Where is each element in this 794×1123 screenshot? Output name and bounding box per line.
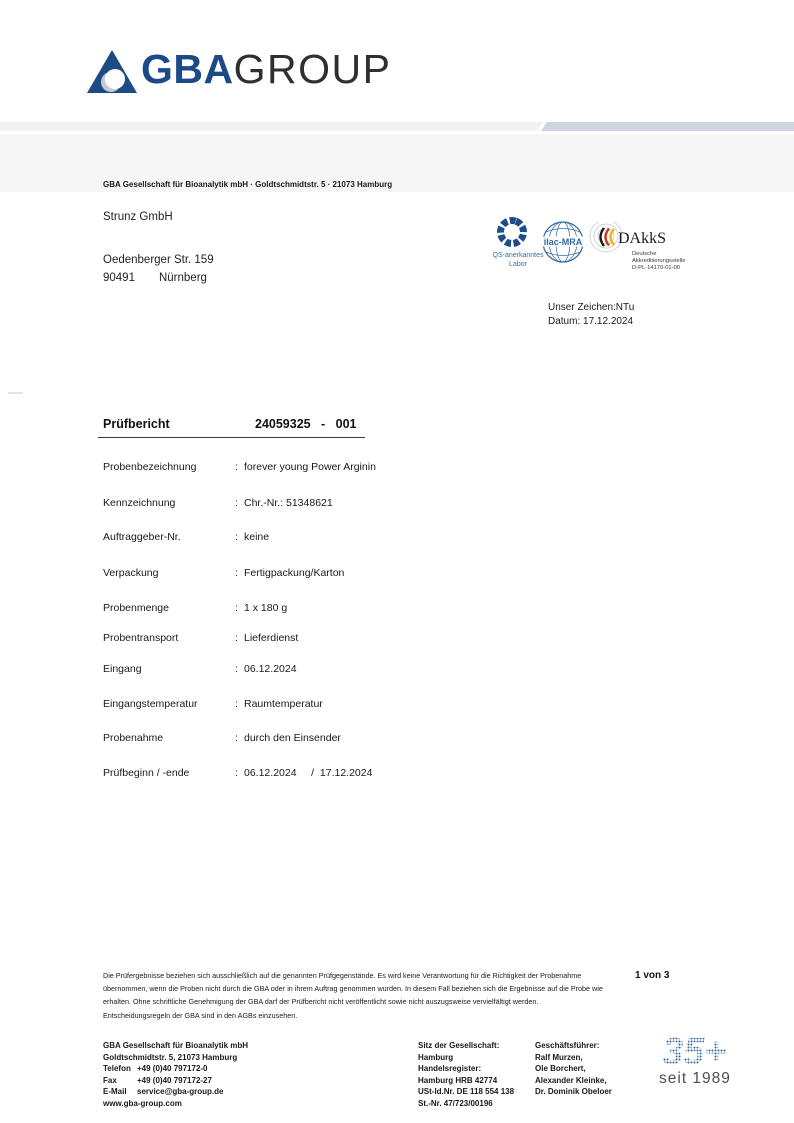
field-label: Auftraggeber-Nr. (103, 531, 181, 543)
contact-label: Telefon (103, 1064, 131, 1074)
field-label: Probentransport (103, 632, 179, 644)
qs-label-line1: QS-anerkanntes (492, 252, 544, 259)
field-value: 1 x 180 g (244, 602, 288, 614)
logo-group-text: GROUP (233, 46, 392, 92)
table-row (103, 497, 623, 511)
field-value: 06.12.2024 / 17.12.2024 (244, 767, 373, 779)
field-value: Chr.-Nr.: 51348621 (244, 497, 333, 509)
footer-legal-line: St.-Nr. 47/723/00196 (418, 1098, 493, 1108)
field-colon: : (235, 531, 238, 543)
contact-value: +49 (0)40 797172-0 (137, 1064, 208, 1074)
footer-contact-row (103, 1063, 313, 1075)
footer-management-line: Geschäftsführer: (535, 1041, 600, 1050)
recipient-zip-city (103, 272, 207, 284)
field-colon: : (235, 663, 238, 675)
table-row (103, 531, 623, 545)
table-row (103, 767, 623, 781)
footer-management-column (535, 1040, 655, 1098)
field-colon: : (235, 497, 238, 509)
field-label: Probenmenge (103, 602, 169, 614)
dakks-sub-line3: D-PL-14170-01-00 (632, 265, 681, 271)
footer-management-line: Ralf Murzen, (535, 1052, 583, 1062)
table-row (103, 698, 623, 712)
dakks-sub-line2: Akkreditierungsstelle (632, 258, 686, 264)
logo-wordmark (141, 46, 391, 92)
field-label: Probenahme (103, 732, 164, 744)
page-indicator: 1 von 3 (635, 970, 670, 981)
anniversary-35plus-icon (660, 1028, 740, 1072)
field-value: Fertigpackung/Karton (244, 567, 345, 579)
footer-contact-row (103, 1086, 313, 1098)
field-value: Lieferdienst (244, 632, 299, 644)
field-value: durch den Einsender (244, 732, 341, 744)
recipient-street: Oedenberger Str. 159 (103, 254, 214, 266)
field-colon: : (235, 632, 238, 644)
table-row (103, 663, 623, 677)
date-line: Datum: 17.12.2024 (548, 316, 634, 327)
footer-legal-line: Hamburg (418, 1052, 454, 1062)
field-value: Raumtemperatur (244, 698, 323, 710)
footer-legal-line: USt-Id.Nr. DE 118 554 138 (418, 1087, 515, 1097)
recipient-zip: 90491 (103, 272, 135, 284)
footer-company-column (103, 1040, 313, 1110)
footer-management-line: Dr. Dominik Obeloer (535, 1087, 612, 1097)
qs-label-line2: Labor (509, 261, 527, 268)
logo-gba-text: GBA (141, 46, 234, 92)
report-title: Prüfbericht (103, 417, 170, 431)
contact-label: E-Mail (103, 1087, 127, 1097)
footer-management-line: Ole Borchert, (535, 1064, 586, 1074)
table-row (103, 461, 623, 475)
disclaimer-line: Entscheidungsregeln der GBA sind in den AGBs einzusehen. (103, 1010, 298, 1020)
field-value: keine (244, 531, 270, 543)
footer-website: www.gba-group.com (103, 1098, 182, 1108)
field-label: Prüfbeginn / -ende (103, 767, 190, 779)
footer-company-address: Goldtschmidtstr. 5, 21073 Hamburg (103, 1052, 238, 1062)
disclaimer-line: übernommen, wenn die Proben nicht durch die GBA oder in ihrem Auftrag genommen wurden. In diesem Fall beziehen sich die Ergebnisse auf die Probe wie (103, 984, 603, 994)
table-row (103, 632, 623, 646)
disclaimer-line: erhalten. Ohne schriftliche Genehmigung der GBA darf der Prüfbericht nicht veröffentlicht sowie nicht auszugsweise vervielfältigt werden. (103, 997, 539, 1007)
field-label: Probenbezeichnung (103, 461, 197, 473)
recipient-city: Nürnberg (158, 272, 207, 284)
fold-mark (8, 392, 23, 394)
footer-contact-row (103, 1075, 313, 1087)
ilac-mra-logo (541, 219, 585, 269)
field-label: Kennzeichnung (103, 497, 176, 509)
table-row (103, 732, 623, 746)
field-label: Eingangstemperatur (103, 698, 198, 710)
dakks-logo (584, 222, 696, 278)
field-colon: : (235, 732, 238, 744)
field-value: 06.12.2024 (244, 663, 297, 675)
field-colon: : (235, 698, 238, 710)
field-colon: : (235, 602, 238, 614)
footer-legal-column (418, 1040, 533, 1110)
recipient-name: Strunz GmbH (103, 211, 173, 223)
table-row (103, 567, 623, 581)
field-label: Verpackung (103, 567, 159, 579)
field-colon: : (235, 567, 238, 579)
reference-line: Unser Zeichen:NTu (548, 302, 635, 313)
ilac-mra-label: ilac-MRA (543, 236, 583, 247)
gba-triangle-icon (87, 50, 137, 93)
disclaimer-line: Die Prüfergebnisse beziehen sich ausschließlich auf die genannten Prüfgegenstände. Es wird keine Verantwortung für die Richtigkeit der Probenahme (103, 971, 582, 980)
footer-legal-line: Sitz der Gesellschaft: (418, 1041, 500, 1050)
gba-group-logo (87, 46, 392, 96)
footer-legal-line: Hamburg HRB 42774 (418, 1075, 498, 1085)
field-colon: : (235, 767, 238, 779)
disclaimer-block (103, 969, 638, 1022)
table-row (103, 602, 623, 616)
badge-35plus-text: 35+ (662, 1031, 727, 1072)
seit-1989-caption: seit 1989 (659, 1070, 731, 1087)
contact-value: service@gba-group.de (137, 1087, 224, 1097)
sender-address-line: GBA Gesellschaft für Bioanalytik mbH · Goldtschmidtstr. 5 · 21073 Hamburg (103, 180, 393, 189)
contact-value: +49 (0)40 797172-27 (137, 1075, 212, 1085)
dakks-arc-black (601, 228, 605, 246)
dakks-arc-red (606, 229, 610, 246)
field-colon: : (235, 461, 238, 473)
contact-label: Fax (103, 1075, 117, 1085)
field-value: forever young Power Arginin (244, 461, 376, 473)
dakks-sub-line1: Deutsche (632, 251, 657, 257)
field-label: Eingang (103, 663, 142, 675)
dakks-arc-gold (611, 229, 615, 245)
footer-company-name: GBA Gesellschaft für Bioanalytik mbH (103, 1041, 249, 1050)
footer-legal-line: Handelsregister: (418, 1064, 482, 1074)
footer-management-line: Alexander Kleinke, (535, 1075, 607, 1085)
qs-anerkanntes-labor-logo (489, 217, 547, 269)
title-underline (98, 437, 365, 438)
dakks-wordmark: DAkkS (618, 230, 667, 247)
report-number: 24059325 - 001 (255, 417, 357, 431)
